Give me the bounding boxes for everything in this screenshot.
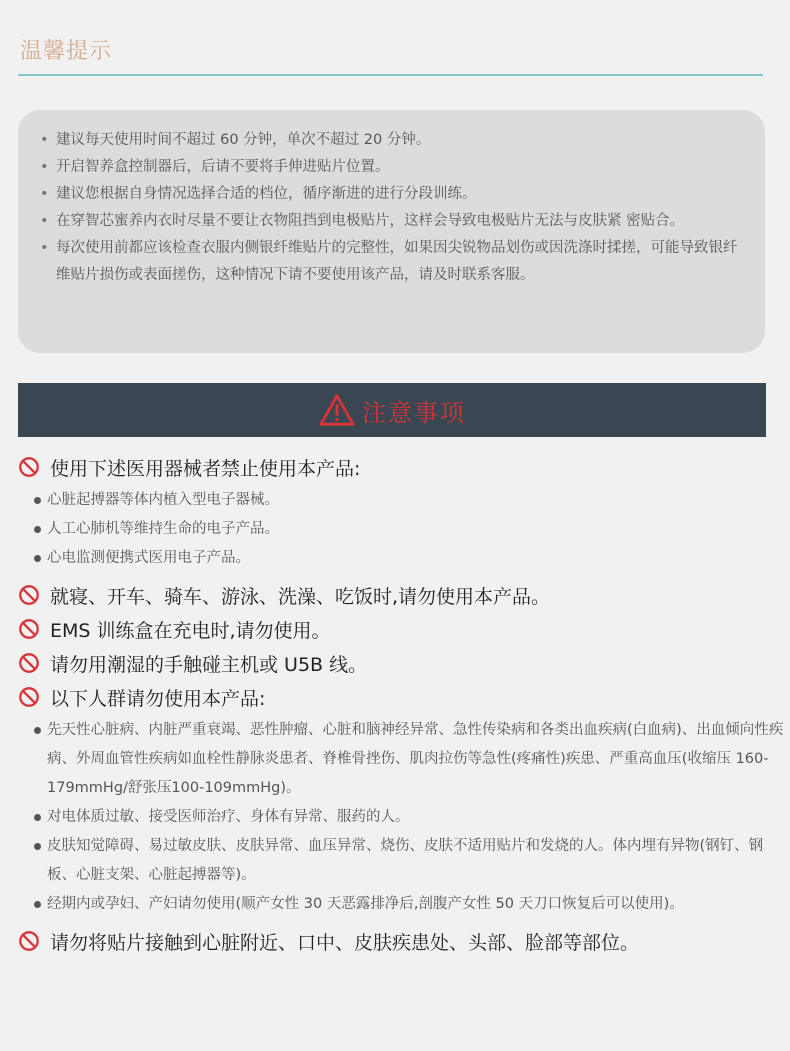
- tip-item: • 建议您根据自身情况选择合适的档位，循序渐进的进行分段训练。: [40, 181, 745, 208]
- tip-item: • 建议每天使用时间不超过 60 分钟，单次不超过 20 分钟。: [40, 127, 745, 154]
- bullet-dot-icon: •: [40, 159, 49, 175]
- bullet-dot-icon: [34, 497, 41, 504]
- rule-item: [18, 578, 786, 612]
- bullet-dot-icon: •: [40, 213, 49, 229]
- tip-item: • 每次使用前都应该检查衣服内侧银纤维贴片的完整性，如果因尖锐物品划伤或因洗涤时揉搓，可能导致银纤维贴片损伤或表面搓伤，这种情况下请不要使用该产品，请及时联系客服。: [40, 235, 745, 289]
- prohibited-icon: [18, 930, 40, 952]
- caution-title: 注意事项: [362, 398, 466, 427]
- bullet-dot-icon: [34, 555, 41, 562]
- rule-sub-item: 对电体质过敏、接受医师治疗、身体有异常、服药的人。: [34, 803, 786, 832]
- rule-heading: 请勿用潮湿的手触碰主机或 U5B 线。: [50, 653, 368, 676]
- prohibited-icon: [18, 456, 40, 478]
- bullet-dot-icon: [34, 901, 41, 908]
- rule-item: [18, 450, 786, 575]
- rule-item: [18, 924, 786, 958]
- tip-item: • 开启智养盒控制器后，后请不要将手伸进贴片位置。: [40, 154, 745, 181]
- tips-box: [18, 110, 765, 353]
- bullet-dot-icon: [34, 526, 41, 533]
- rule-heading: 就寝、开车、骑车、游泳、洗澡、吃饭时,请勿使用本产品。: [50, 585, 551, 608]
- bullet-dot-icon: [34, 727, 41, 734]
- prohibited-icon: [18, 652, 40, 674]
- tips-divider: [18, 74, 763, 76]
- tip-item: • 在穿智芯蜜养内衣时尽量不要让衣物阻挡到电极贴片，这样会导致电极贴片无法与皮肤紧 密贴合。: [40, 208, 745, 235]
- bullet-dot-icon: •: [40, 132, 49, 148]
- rule-sub-item: 心电监测便携式医用电子产品。: [34, 544, 786, 573]
- rule-item: [18, 612, 786, 646]
- rules-list: [18, 450, 786, 958]
- rule-sub-item: 心脏起搏器等体内植入型电子器械。: [34, 486, 786, 515]
- prohibited-icon: [18, 618, 40, 640]
- warning-triangle-icon: [318, 393, 356, 427]
- tips-title: 温馨提示: [20, 39, 113, 64]
- rule-item: [18, 680, 786, 921]
- rule-heading: 使用下述医用器械者禁止使用本产品:: [50, 457, 361, 480]
- rule-sub-item: 人工心肺机等维持生命的电子产品。: [34, 515, 786, 544]
- rule-heading: EMS 训练盒在充电时,请勿使用。: [50, 619, 331, 642]
- rule-item: [18, 646, 786, 680]
- rule-heading: 请勿将贴片接触到心脏附近、口中、皮肤疾患处、头部、脸部等部位。: [50, 931, 640, 954]
- rule-heading: 以下人群请勿使用本产品:: [50, 687, 266, 710]
- rule-sub-item: 先天性心脏病、内脏严重衰竭、恶性肿瘤、心脏和脑神经异常、急性传染病和各类出血疾病(白血病)、出血倾向性疾病、外周血管性疾病如血栓性静脉炎患者、脊椎骨挫伤、肌肉拉伤等急性(疼痛性)疾患、严重高血压(收缩压 160-179mmHg/舒张压100-109mmHg)。: [34, 716, 786, 803]
- prohibited-icon: [18, 686, 40, 708]
- bullet-dot-icon: •: [40, 186, 49, 202]
- bullet-dot-icon: [34, 814, 41, 821]
- prohibited-icon: [18, 584, 40, 606]
- bullet-dot-icon: •: [40, 240, 49, 256]
- bullet-dot-icon: [34, 843, 41, 850]
- rule-sub-item: 经期内或孕妇、产妇请勿使用(顺产女性 30 天恶露排净后,剖腹产女性 50 天刀口恢复后可以使用)。: [34, 890, 786, 919]
- rule-sub-item: 皮肤知觉障碍、易过敏皮肤、皮肤异常、血压异常、烧伤、皮肤不适用贴片和发烧的人。体内埋有异物(钢钉、钢板、心脏支架、心脏起搏器等)。: [34, 832, 786, 890]
- caution-bar: [18, 383, 766, 437]
